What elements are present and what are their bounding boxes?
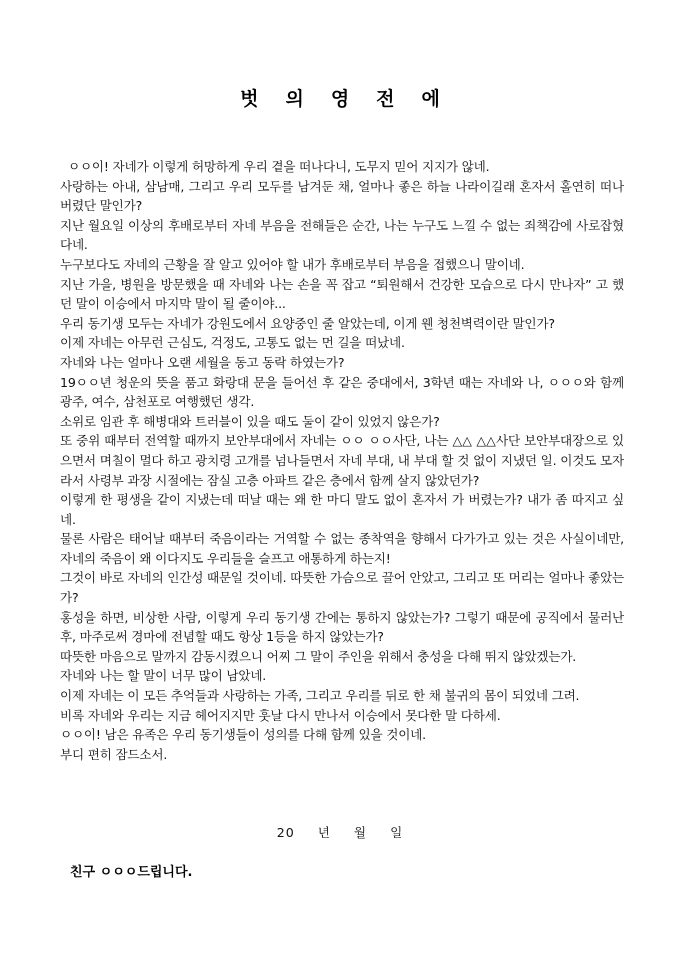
paragraph: 사랑하는 아내, 삼남매, 그리고 우리 모두를 남겨둔 채, 얼마나 좋은 하늘 나라이길래 혼자서 홀연히 떠나버렸단 말인가?: [60, 178, 624, 214]
paragraph: 자네와 나는 얼마나 오랜 세월을 동고 동락 하였는가?: [60, 354, 345, 370]
paragraph: 또 중위 때부터 전역할 때까지 보안부대에서 자네는 ㅇㅇ ㅇㅇ사단, 나는 △△ △△사단 보안부대장으로 있으면서 며칠이 멀다 하고 광치령 고개를 넘나들면서 자네 부대, 내 부대 할 것 없이 지냈던 일. 이것도 모자라서 사령부 과장 시절에는 잠실 고층 아파트 같은 층에서 함께 살지 않았던가?: [60, 433, 624, 488]
paragraph: 따뜻한 마음으로 말까지 감동시켰으니 어찌 그 말이 주인을 위해서 충성을 다해 뛰지 않았겠는가.: [60, 648, 577, 664]
paragraph: 자네와 나는 할 말이 너무 많이 남았네.: [60, 668, 267, 684]
paragraph: 19ㅇㅇ년 청운의 뜻을 품고 화랑대 문을 들어선 후 같은 중대에서, 3학년 때는 자네와 나, ㅇㅇㅇ와 함께 광주, 여수, 삼천포로 여행했던 생각.: [60, 374, 624, 410]
paragraph: 비록 자네와 우리는 지금 헤어지지만 훗날 다시 만나서 이승에서 못다한 말 다하세.: [60, 707, 501, 723]
paragraph: 이제 자네는 아무런 근심도, 걱정도, 고통도 없는 먼 길을 떠났네.: [60, 335, 405, 351]
document-title: 벗의영전에: [240, 88, 467, 110]
paragraph: 부디 편히 잠드소서.: [60, 746, 168, 762]
paragraph: ㅇㅇ이! 자네가 이렇게 허망하게 우리 곁을 떠나다니, 도무지 믿어 지지가 않네.: [68, 159, 490, 174]
paragraph: 이제 자네는 이 모든 추억들과 사랑하는 가족, 그리고 우리를 뒤로 한 채 불귀의 몸이 되었네 그려.: [60, 688, 580, 704]
paragraph: 지난 월요일 이상의 후배로부터 자네 부음을 전해들은 순간, 나는 누구도 느낄 수 없는 죄책감에 사로잡혔다네.: [60, 217, 624, 253]
paragraph: 홍성을 하면, 비상한 사람, 이렇게 우리 동기생 간에는 통하지 않았는가? 그렇기 때문에 공직에서 물러난 후, 마주로써 경마에 전념할 때도 항상 1등을 하지 않았는가?: [60, 609, 624, 645]
paragraph: ㅇㅇ이! 남은 유족은 우리 동기생들이 성의를 다해 함께 있을 것이네.: [60, 727, 426, 743]
paragraph: 물론 사람은 태어날 때부터 죽음이라는 거역할 수 없는 종착역을 향해서 다가가고 있는 것은 사실이네만, 자네의 죽음이 왜 이다지도 우리들을 슬프고 애통하게 하는지!: [60, 531, 624, 566]
paragraph: 이렇게 한 평생을 같이 지냈는데 떠날 때는 왜 한 마디 말도 없이 혼자서 가 버렸는가? 내가 좀 따지고 싶네.: [60, 492, 624, 527]
paragraph: 소위로 임관 후 해병대와 트러블이 있을 때도 둘이 같이 있었지 않은가?: [60, 413, 440, 429]
paragraph: 우리 동기생 모두는 자네가 강원도에서 요양중인 줄 알았는데, 이게 웬 청천벽력이란 말인가?: [60, 315, 555, 331]
signature: 친구 ㅇㅇㅇ드립니다.: [70, 865, 193, 880]
paragraph: 그것이 바로 자네의 인간성 때문일 것이네. 따뜻한 가슴으로 끌어 안았고, 그리고 또 머리는 얼마나 좋았는가?: [60, 570, 624, 606]
paragraph: 지난 가을, 병원을 방문했을 때 자네와 나는 손을 꼭 잡고 “퇴원해서 건강한 모습으로 다시 만나자” 고 했던 말이 이승에서 마지막 말이 될 줄이야...: [60, 276, 624, 312]
paragraph: 누구보다도 자네의 근황을 잘 알고 있어야 할 내가 후배로부터 부음을 접했으니 말이네.: [60, 256, 525, 272]
eulogy-body: [60, 157, 624, 764]
date-line: 20 년 월 일: [276, 825, 404, 840]
